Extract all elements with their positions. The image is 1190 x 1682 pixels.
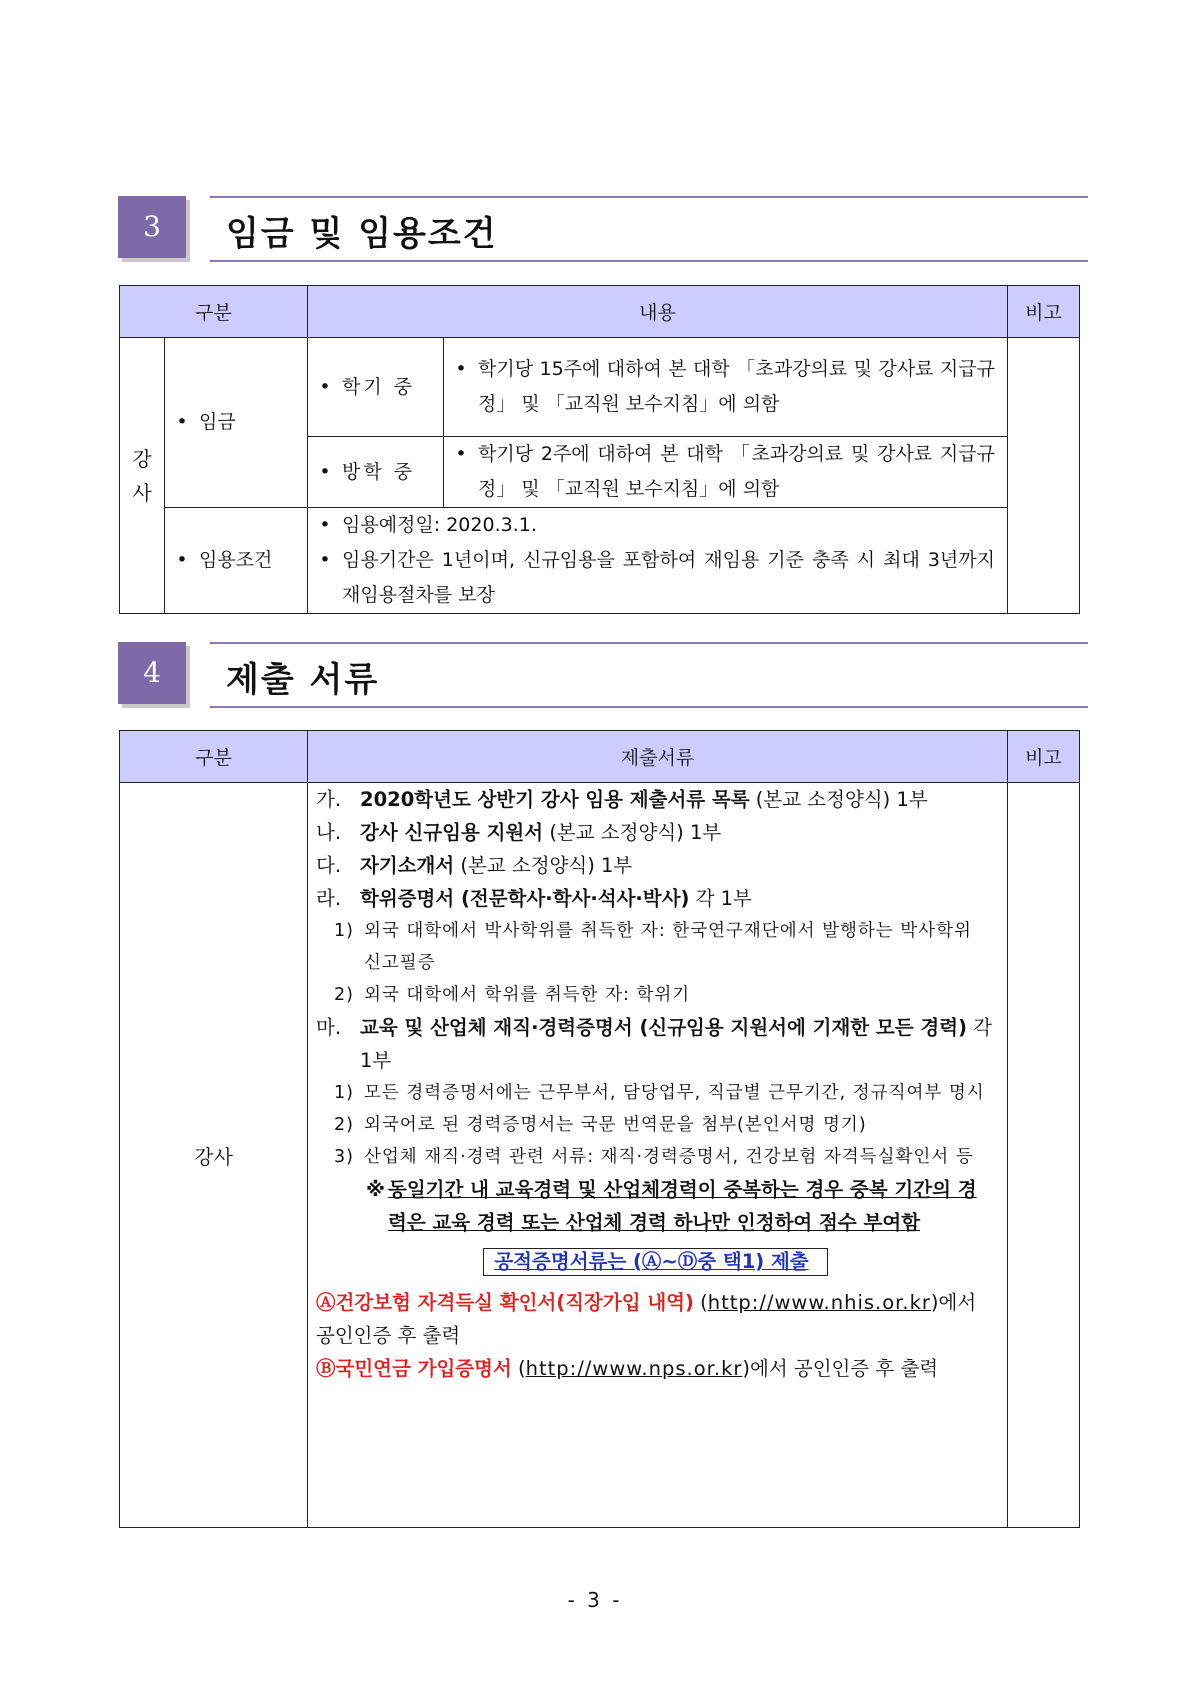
header-content: 내용 xyxy=(308,286,1008,338)
doc-item: 가. 2020학년도 상반기 강사 임용 제출서류 목록 (본교 소정양식) 1부 xyxy=(316,788,928,811)
doc-subitem: 2) 외국 대학에서 학위를 취득한 자: 학위기 xyxy=(334,985,691,1005)
nhis-link[interactable]: http://www.nhis.or.kr xyxy=(707,1291,931,1314)
vacation-label-cell: • 방학 중 xyxy=(308,437,444,508)
section-3-header xyxy=(118,196,1088,264)
nps-link[interactable]: http://www.nps.or.kr xyxy=(525,1357,743,1380)
health-insurance-item: Ⓐ건강보험 자격득실 확인서(직장가입 내역) (http://www.nhis.or.kr)에서 공인인증 후 출력 xyxy=(316,1291,977,1347)
doc-subitem: 2) 외국어로 된 경력증명서는 국문 번역문을 첨부(본인서명 명기) xyxy=(334,1115,867,1135)
pension-item: Ⓑ국민연금 가입증명서 (http://www.nps.or.kr)에서 공인인증 후 출력 xyxy=(316,1357,939,1380)
wage-label: 임금 xyxy=(199,411,236,433)
doc-subitem: 3) 산업체 재직·경력 관련 서류: 재직·경력증명서, 건강보험 자격득실확인서 등 xyxy=(334,1147,974,1167)
vacation-content-cell: • 학기당 2주에 대하여 본 대학 「초과강의료 및 강사료 지급규정」 및 「교직원 보수지침」에 의함 xyxy=(444,437,1008,508)
appoint-item: 임용기간은 1년이며, 신규임용을 포함하여 재임용 기준 충족 시 최대 3년까지 재임용절차를 보장 xyxy=(342,549,995,606)
semester-content-cell: • 학기당 15주에 대하여 본 대학 「초과강의료 및 강사료 지급규정」 및 「교직원 보수지침」에 의함 xyxy=(444,338,1008,437)
wage-conditions-table xyxy=(119,285,1080,614)
doc-item: 라. 학위증명서 (전문학사·학사·석사·박사) 각 1부 xyxy=(316,887,752,910)
official-docs-box: 공적증명서류는 (Ⓐ~Ⓓ중 택1) 제출 xyxy=(316,1245,995,1278)
semester-text: 학기당 15주에 대하여 본 대학 「초과강의료 및 강사료 지급규정」 및 「교직원 보수지침」에 의함 xyxy=(478,358,995,415)
vacation-label: 방학 중 xyxy=(342,460,416,483)
doc-subitem: 1) 외국 대학에서 박사학위를 취득한 자: 한국연구재단에서 발행하는 박사학위 신고필증 xyxy=(334,921,972,973)
wage-label-cell: • 임금 xyxy=(165,338,308,508)
header-remark: 비고 xyxy=(1008,731,1080,783)
semester-label-cell: • 학기 중 xyxy=(308,338,444,437)
doc-item: 나. 강사 신규임용 지원서 (본교 소정양식) 1부 xyxy=(316,821,722,844)
page-number: - 3 - xyxy=(567,1588,623,1612)
doc-item: 다. 자기소개서 (본교 소정양식) 1부 xyxy=(316,854,633,877)
category-label: 강사 xyxy=(132,446,152,505)
category-cell: 강사 xyxy=(120,783,308,1528)
documents-cell xyxy=(308,783,1008,1528)
header-category: 구분 xyxy=(120,286,308,338)
header-documents: 제출서류 xyxy=(308,731,1008,783)
vacation-text: 학기당 2주에 대하여 본 대학 「초과강의료 및 강사료 지급규정」 및 「교직원 보수지침」에 의함 xyxy=(478,443,995,500)
section-title: 임금 및 임용조건 xyxy=(226,214,498,254)
header-category: 구분 xyxy=(120,731,308,783)
appoint-content-cell: • 임용예정일: 2020.3.1. • 임용기간은 1년이며, 신규임용을 포함하여 재임용 기준 충족 시 최대 3년까지 재임용절차를 보장 xyxy=(308,508,1008,614)
appoint-label: 임용조건 xyxy=(199,549,273,571)
category-cell xyxy=(120,338,165,614)
remark-cell xyxy=(1008,338,1080,614)
section-title: 제출 서류 xyxy=(226,660,380,700)
overlap-note: ※ 동일기간 내 교육경력 및 산업체경력이 중복하는 경우 중복 기간의 경력은 교육 경력 또는 산업체 경력 하나만 인정하여 점수 부여함 xyxy=(366,1178,977,1234)
section-title-bar xyxy=(210,196,1088,262)
doc-item: 마. 교육 및 산업체 재직·경력증명서 (신규임용 지원서에 기재한 모든 경력) 각 1부 xyxy=(316,1016,993,1072)
section-number: 4 xyxy=(118,642,186,704)
documents-table xyxy=(119,730,1080,1528)
section-number: 3 xyxy=(118,196,186,258)
header-remark: 비고 xyxy=(1008,286,1080,338)
section-title-bar xyxy=(210,642,1088,708)
appoint-label-cell: • 임용조건 xyxy=(165,508,308,614)
doc-subitem: 1) 모든 경력증명서에는 근무부서, 담당업무, 직급별 근무기간, 정규직여부 명시 xyxy=(334,1083,985,1103)
appoint-item: 임용예정일: 2020.3.1. xyxy=(342,514,537,536)
documents-list xyxy=(308,783,1007,1385)
section-4-header xyxy=(118,642,1088,710)
remark-cell xyxy=(1008,783,1080,1528)
semester-label: 학기 중 xyxy=(342,375,416,398)
